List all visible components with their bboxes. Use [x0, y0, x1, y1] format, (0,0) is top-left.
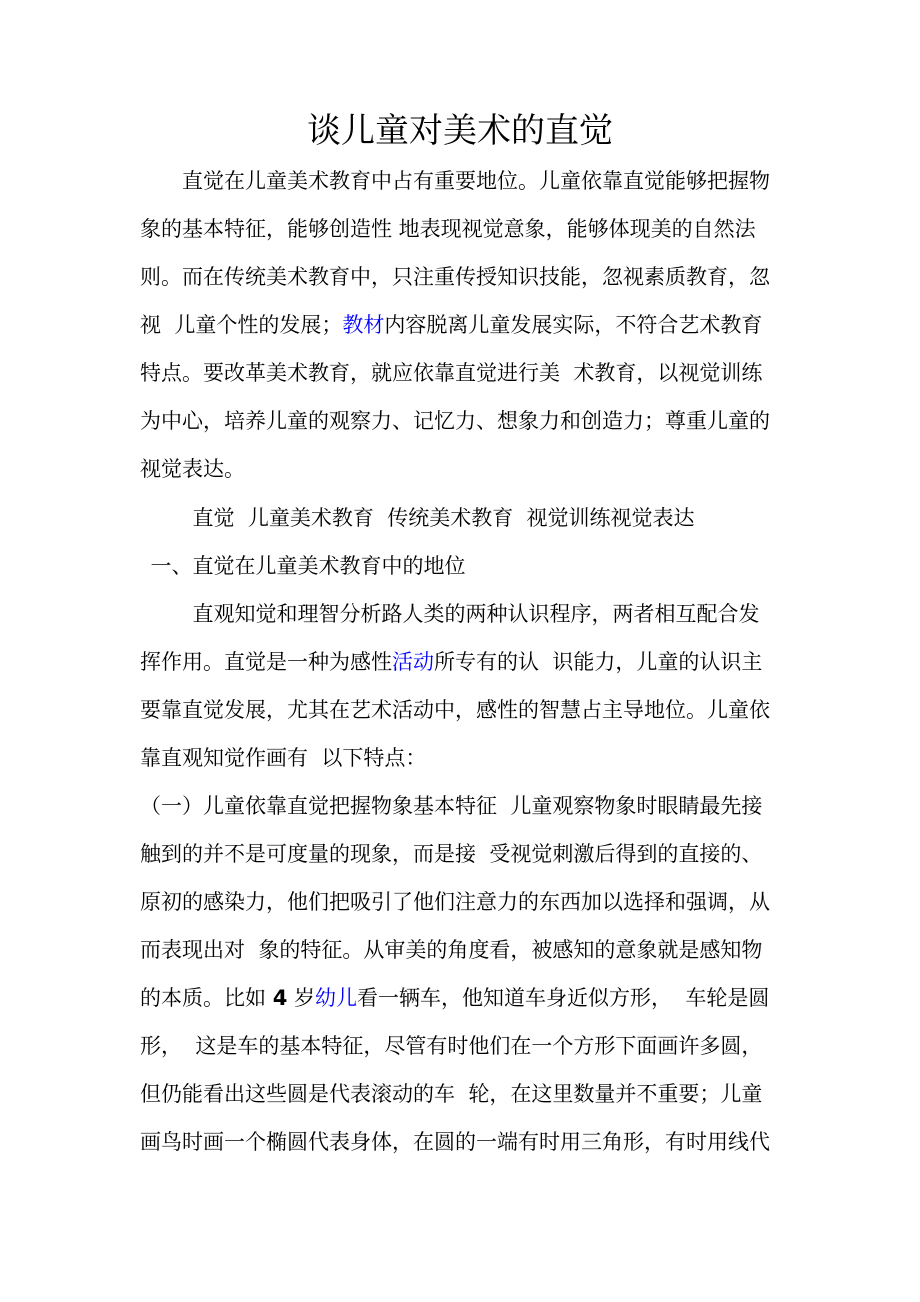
text-line	[140, 984, 769, 1012]
text-segment: 直觉 儿童美术教育 传统美术教育 视觉训练视觉表达	[192, 506, 695, 530]
section-heading	[140, 552, 466, 580]
text-segment: 特点。要改革美术教育，就应依靠直觉进行美 术教育，以视觉训练	[140, 361, 763, 385]
text-segment: 为中心，培养儿童的观察力、记忆力、想象力和创造力；尊重儿童的	[140, 409, 770, 433]
text-segment: 但仍能看出这些圆是代表滚动的车 轮，在这里数量并不重要；儿童	[140, 1082, 763, 1106]
text-line	[140, 263, 770, 291]
text-segment: 直观知觉和理智分析路人类的两种认识程序，两者相互配合发	[192, 602, 760, 626]
text-line	[140, 792, 762, 820]
text-line	[140, 648, 762, 676]
text-line	[140, 167, 770, 195]
text-line	[140, 1032, 762, 1060]
text-segment: 原初的感染力，他们把吸引了他们注意力的东西加以选择和强调，从	[140, 890, 770, 914]
text-segment: 象的基本特征，能够创造性 地表现视觉意象，能够体现美的自然法	[140, 217, 756, 241]
text-line	[140, 744, 426, 772]
text-line	[140, 311, 762, 339]
text-line	[140, 696, 770, 724]
text-segment: 形， 这是车的基本特征，尽管有时他们在一个方形下面画许多圆，	[140, 1034, 763, 1058]
document-title: 谈儿童对美术的直觉	[307, 111, 613, 151]
text-segment: 内容脱离儿童发展实际，不符合艺术教育	[384, 313, 763, 337]
text-line	[140, 215, 756, 243]
text-segment: 要靠直觉发展，尤其在艺术活动中，感性的智慧占主导地位。儿童依	[140, 698, 770, 722]
text-segment: 挥作用。直觉是一种为感性	[140, 650, 392, 674]
inline-link[interactable]: 活动	[392, 650, 434, 674]
text-line	[140, 359, 762, 387]
text-segment: （一）儿童依靠直觉把握物象基本特征 儿童观察物象时眼睛最先接	[140, 794, 763, 818]
text-line	[140, 1128, 770, 1156]
text-segment: 的本质。比如	[140, 986, 273, 1010]
inline-link[interactable]: 教材	[342, 313, 385, 337]
text-line	[140, 1080, 762, 1108]
text-line	[140, 455, 245, 483]
text-line	[140, 888, 770, 916]
text-segment: 看一辆车，他知道车身近似方形， 车轮是圆	[357, 986, 770, 1010]
text-segment: 岁	[287, 986, 315, 1010]
text-segment: 视觉表达。	[140, 457, 245, 481]
text-line	[140, 840, 762, 868]
inline-link[interactable]: 幼儿	[315, 986, 357, 1010]
text-line	[140, 600, 760, 628]
keywords-line	[140, 504, 695, 532]
text-segment: 则。而在传统美术教育中，只注重传授知识技能，忽视素质教育，忽	[140, 265, 770, 289]
text-segment: 靠直观知觉作画有 以下特点：	[140, 746, 427, 770]
text-segment: 4	[272, 986, 288, 1010]
text-segment: 直觉在儿童美术教育中占有重要地位。儿童依靠直觉能够把握物	[182, 169, 770, 193]
text-line	[140, 936, 762, 964]
text-segment: 视 儿童个性的发展；	[140, 313, 343, 337]
text-segment: 而表现出对 象的特征。从审美的角度看，被感知的意象就是感知物	[140, 938, 763, 962]
text-line	[140, 407, 770, 435]
text-segment: 所专有的认 识能力，儿童的认识主	[434, 650, 763, 674]
text-segment: 画鸟时画一个椭圆代表身体，在圆的一端有时用三角形，有时用线代	[140, 1130, 770, 1154]
text-segment: 一、直觉在儿童美术教育中的地位	[150, 554, 466, 578]
text-segment: 触到的并不是可度量的现象，而是接 受视觉刺激后得到的直接的、	[140, 842, 763, 866]
